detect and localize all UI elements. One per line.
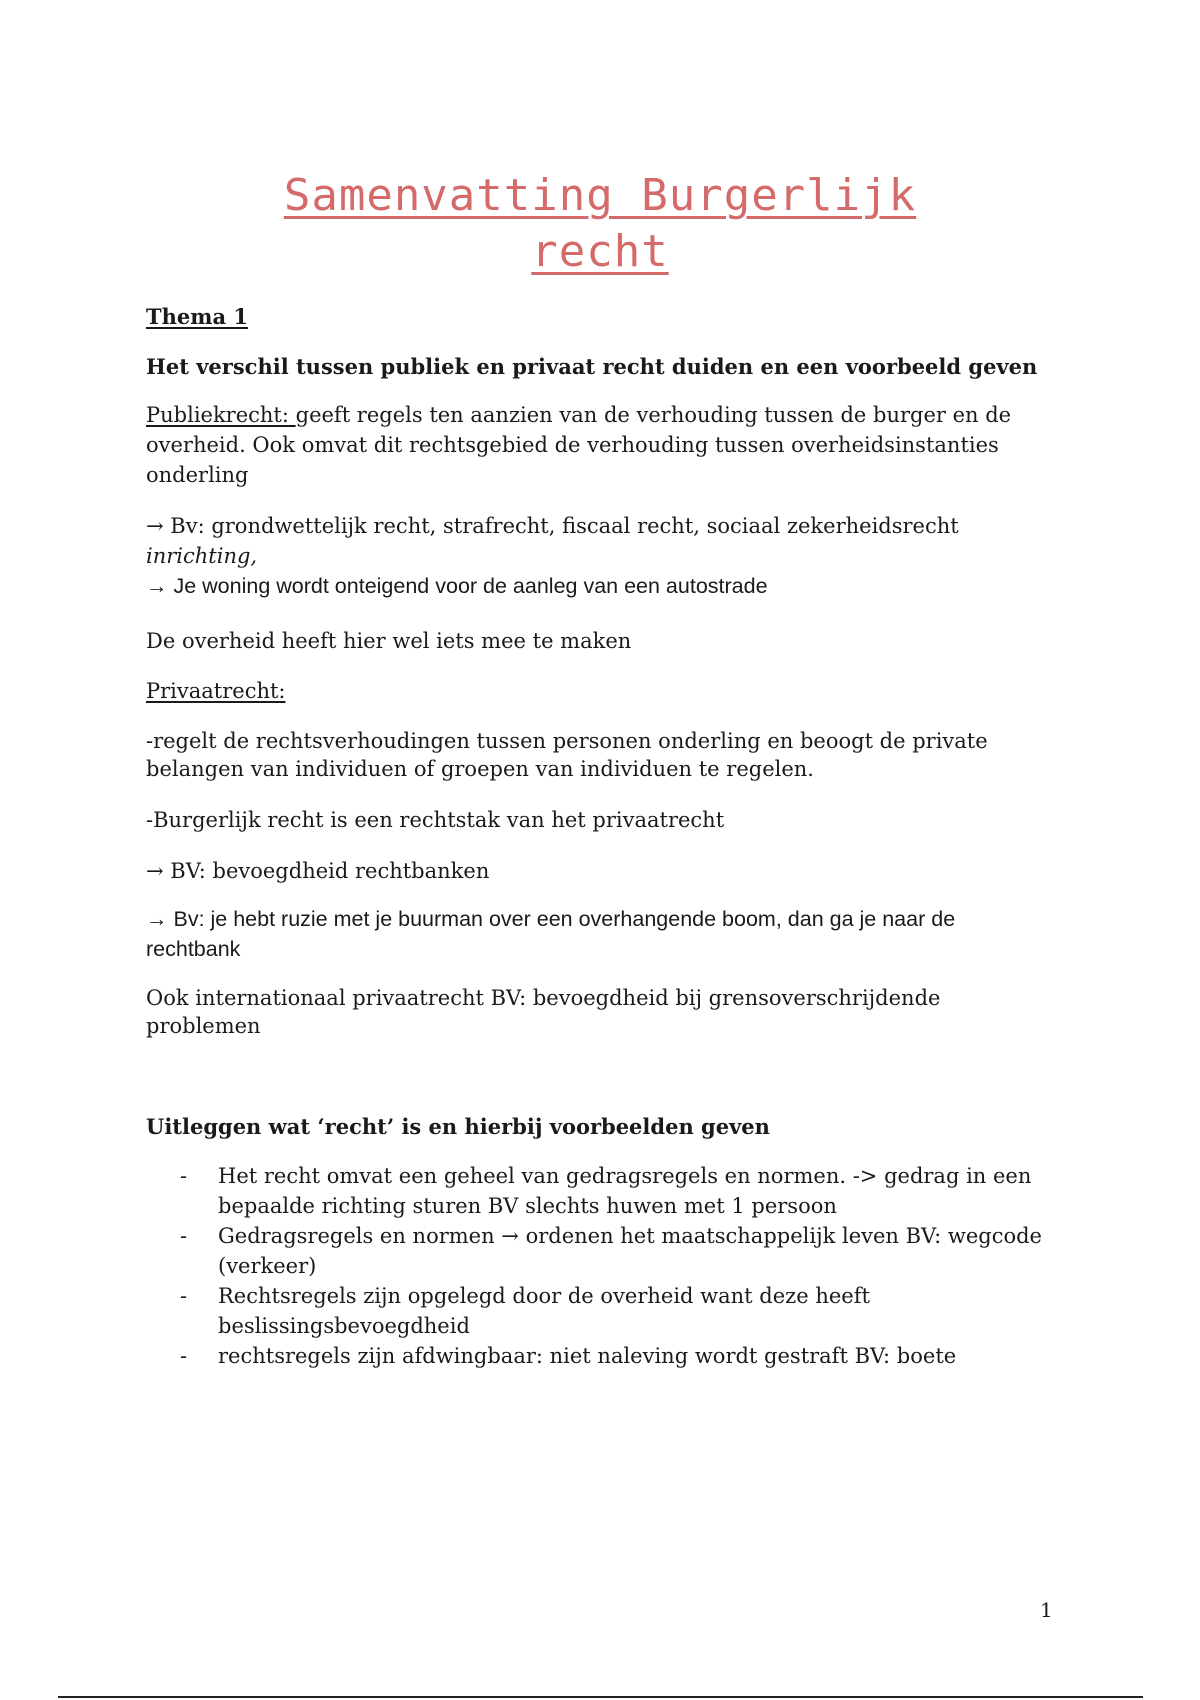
example-privaat-2-line-1: → Bv: je hebt ruzie met je buurman over een overhangende boom, dan ga je naar de — [146, 907, 956, 931]
section1-heading: Het verschil tussen publiek en privaat recht duiden en een voorbeeld geven — [146, 354, 1038, 379]
overheid-remark: De overheid heeft hier wel iets mee te maken — [146, 629, 632, 653]
document-title-line-1: Samenvatting Burgerlijk — [283, 170, 917, 221]
publiekrecht-line-1 — [146, 400, 1011, 430]
list-item-1-line-2: bepaalde richting sturen BV slechts huwen met 1 persoon — [218, 1194, 837, 1218]
bullet-marker: - — [180, 1164, 188, 1188]
example-privaat-2-line-2: rechtbank — [146, 937, 241, 961]
thema-heading: Thema 1 — [146, 304, 249, 329]
bottom-divider — [58, 1696, 1143, 1698]
burgerlijk-recht-remark: -Burgerlijk recht is een rechtstak van het privaatrecht — [146, 808, 725, 832]
example-privaat-1: → BV: bevoegdheid rechtbanken — [146, 859, 490, 883]
publiekrecht-text: geeft regels ten aanzien van de verhouding tussen de burger en de — [295, 403, 1012, 427]
list-item-3-line-2: beslissingsbevoegdheid — [218, 1314, 470, 1338]
inrichting-text: inrichting, — [146, 544, 258, 568]
bullet-marker: - — [180, 1224, 188, 1248]
internationaal-line-1: Ook internationaal privaatrecht BV: bevoegdheid bij grensoverschrijdende — [146, 986, 941, 1010]
list-item-2-line-1: Gedragsregels en normen → ordenen het maatschappelijk leven BV: wegcode — [218, 1224, 1042, 1248]
bullet-marker: - — [180, 1284, 188, 1308]
publiekrecht-line-2: overheid. Ook omvat dit rechtsgebied de verhouding tussen overheidsinstanties — [146, 433, 999, 457]
privaatrecht-line-1: -regelt de rechtsverhoudingen tussen personen onderling en beoogt de private — [146, 729, 988, 753]
bullet-marker: - — [180, 1344, 188, 1368]
list-item-4-line-1: rechtsregels zijn afdwingbaar: niet naleving wordt gestraft BV: boete — [218, 1344, 957, 1368]
list-item-2-line-2: (verkeer) — [218, 1254, 317, 1278]
example-publiek-1: → Bv: grondwettelijk recht, strafrecht, fiscaal recht, sociaal zekerheidsrecht — [146, 514, 959, 538]
list-item-1-line-1: Het recht omvat een geheel van gedragsregels en normen. -> gedrag in een — [218, 1164, 1032, 1188]
publiekrecht-line-3: onderling — [146, 463, 249, 487]
section2-heading: Uitleggen wat ‘recht’ is en hierbij voorbeelden geven — [146, 1114, 770, 1139]
document-title-line-2: recht — [531, 226, 669, 277]
publiekrecht-label: Publiekrecht: — [146, 403, 296, 427]
list-item-3-line-1: Rechtsregels zijn opgelegd door de overheid want deze heeft — [218, 1284, 870, 1308]
internationaal-line-2: problemen — [146, 1014, 261, 1038]
page-number: 1 — [1040, 1598, 1053, 1622]
privaatrecht-line-2: belangen van individuen of groepen van individuen te regelen. — [146, 757, 814, 781]
privaatrecht-label: Privaatrecht: — [146, 679, 286, 703]
example-publiek-2: → Je woning wordt onteigend voor de aanleg van een autostrade — [146, 574, 768, 598]
